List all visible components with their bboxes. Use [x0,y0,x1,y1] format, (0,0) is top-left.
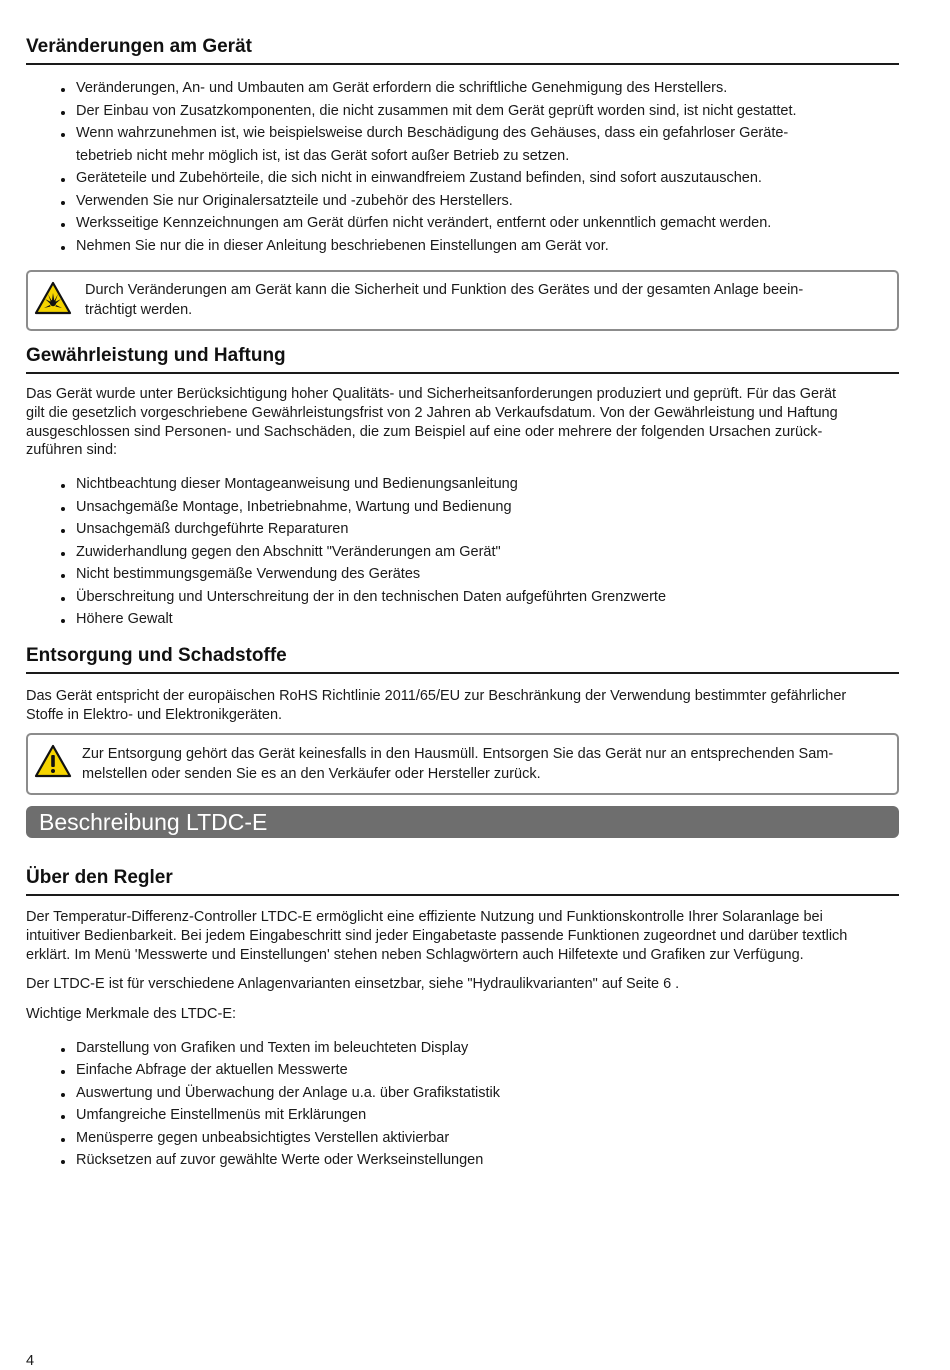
list-item: Nichtbeachtung dieser Montageanweisung und Bedienungsanleitung [26,473,899,496]
bullet-list [26,77,899,257]
section-title: Veränderungen am Gerät [26,36,899,65]
list-item: Unsachgemäß durchgeführte Reparaturen [26,518,899,541]
warning-line: Durch Veränderungen am Gerät kann die Sicherheit und Funktion des Gerätes und der gesamten Anlage beein- [85,282,804,298]
page-number: 4 [26,1353,35,1369]
text-line: Stoffe in Elektro- und Elektronikgeräten. [26,706,283,723]
bullet-list [26,1037,899,1172]
list-item-continuation: tebetrieb nicht mehr möglich ist, ist das Gerät sofort außer Betrieb zu setzen. [76,147,570,164]
list-item: Überschreitung und Unterschreitung der in den technischen Daten aufgeführten Grenzwerte [26,586,899,609]
list-item: Geräteteile und Zubehörteile, die sich nicht in einwandfreiem Zustand befinden, sind sofort auszutauschen. [26,167,899,190]
warning-line: melstellen oder senden Sie es an den Verkäufer oder Hersteller zurück. [82,765,541,782]
section-title: Entsorgung und Schadstoffe [26,645,899,674]
paragraph [26,385,899,460]
section-warranty [26,345,899,631]
section-about-controller [26,867,899,1172]
text-line: Der Temperatur-Differenz-Controller LTDC-E ermöglicht eine effiziente Nutzung und Funktionskontrolle Ihrer Solaranlage bei [26,909,823,925]
text-line: Das Gerät wurde unter Berücksichtigung hoher Qualitäts- und Sicherheitsanforderungen produziert und geprüft. Für das Gerät [26,386,837,402]
caution-triangle-icon [34,744,72,783]
paragraph: Wichtige Merkmale des LTDC-E: [26,1006,237,1023]
list-item: Der Einbau von Zusatzkomponenten, die nicht zusammen mit dem Gerät geprüft worden sind, ist nicht gestattet. [26,100,899,123]
explosion-warning-icon [34,281,72,320]
warning-box [26,733,899,795]
chapter-heading [26,806,899,838]
list-item: Unsachgemäße Montage, Inbetriebnahme, Wartung und Bedienung [26,496,899,519]
list-item: Zuwiderhandlung gegen den Abschnitt "Veränderungen am Gerät" [26,541,899,564]
warning-line: Zur Entsorgung gehört das Gerät keinesfalls in den Hausmüll. Entsorgen Sie das Gerät nur an entsprechenden Sam- [82,746,834,762]
text-line: zuführen sind: [26,442,118,459]
text-line: Das Gerät entspricht der europäischen RoHS Richtlinie 2011/65/EU zur Beschränkung der Verwendung bestimmter gefährlicher [26,688,847,704]
list-item: Wenn wahrzunehmen ist, wie beispielsweise durch Beschädigung des Gehäuses, dass ein gefahrloser Geräte- [26,122,899,145]
section-modifications [26,36,899,257]
warning-line: trächtigt werden. [85,301,193,318]
list-item: Umfangreiche Einstellmenüs mit Erklärungen [26,1104,899,1127]
list-item: Auswertung und Überwachung der Anlage u.a. über Grafikstatistik [26,1082,899,1105]
text-line: gilt die gesetzlich vorgeschriebene Gewährleistungsfrist von 2 Jahren ab Verkaufsdatum. Von der Gewährleistung und Haftung [26,404,838,421]
section-disposal [26,645,899,725]
list-item: Nicht bestimmungsgemäße Verwendung des Gerätes [26,563,899,586]
section-title: Über den Regler [26,867,899,896]
paragraph [26,908,899,964]
paragraph: Der LTDC-E ist für verschiedene Anlagenvarianten einsetzbar, siehe "Hydraulikvarianten" auf Seite 6 . [26,976,680,993]
chapter-title: Beschreibung LTDC-E [39,809,268,835]
bullet-list [26,473,899,631]
list-item: Einfache Abfrage der aktuellen Messwerte [26,1059,899,1082]
list-item: Veränderungen, An- und Umbauten am Gerät erfordern die schriftliche Genehmigung des Herstellers. [26,77,899,100]
list-item: Rücksetzen auf zuvor gewählte Werte oder Werkseinstellungen [26,1149,899,1172]
list-item: Höhere Gewalt [26,608,899,631]
text-line: intuitiver Bedienbarkeit. Bei jedem Eingabeschritt sind jeder Eingabetaste passende Funktionen zugeordnet und darüber textlich [26,927,848,944]
warning-text [85,281,803,320]
paragraph [26,687,899,725]
list-item: Darstellung von Grafiken und Texten im beleuchteten Display [26,1037,899,1060]
list-item: Werksseitige Kennzeichnungen am Gerät dürfen nicht verändert, entfernt oder unkenntlich gemacht werden. [26,212,899,235]
list-item: Verwenden Sie nur Originalersatzteile und -zubehör des Herstellers. [26,190,899,213]
warning-box [26,270,899,331]
text-line: erklärt. Im Menü 'Messwerte und Einstellungen' stehen neben Schlagwörtern auch Hilfetexte und Grafiken zur Verfügung. [26,946,804,963]
list-item: Menüsperre gegen unbeabsichtigtes Verstellen aktivierbar [26,1127,899,1150]
list-item: Nehmen Sie nur die in dieser Anleitung beschriebenen Einstellungen am Gerät vor. [26,235,899,258]
text-line: ausgeschlossen sind Personen- und Sachschäden, die zum Beispiel auf eine oder mehrere der folgenden Ursachen zurück- [26,423,823,440]
section-title: Gewährleistung und Haftung [26,345,899,374]
warning-text [82,745,833,784]
